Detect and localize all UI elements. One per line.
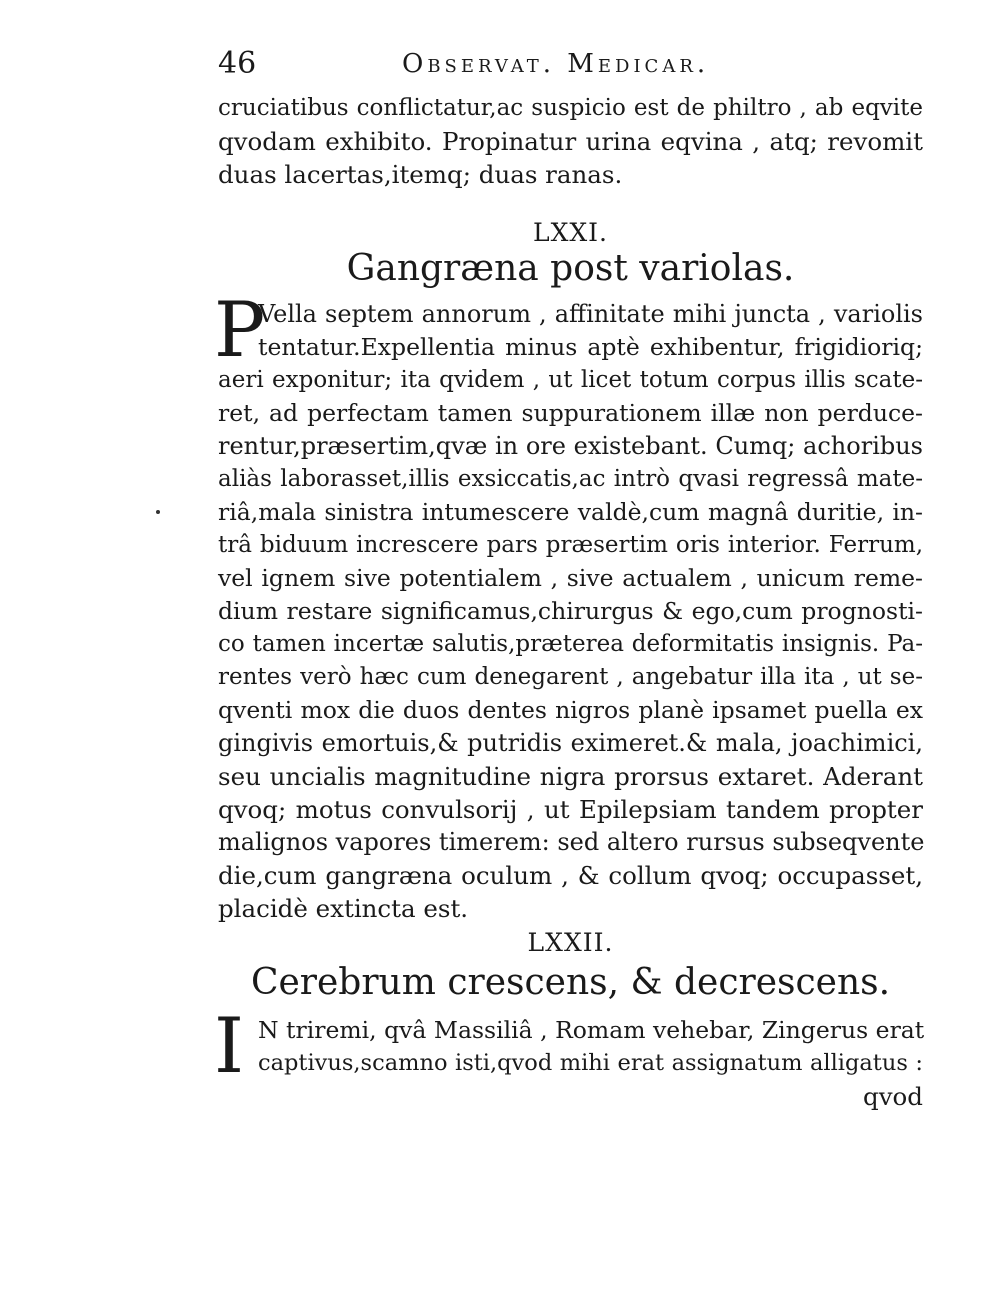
text-line: placidè extincta est. [218,894,469,923]
running-head [218,44,918,84]
text-line: tentatur.Expellentia minus aptè exhibentur, frigidioriq; [258,333,923,361]
text-line: riâ,mala sinistra intumescere valdè,cum magnâ duritie, in- [218,498,923,526]
running-title: Observat. Medicar. [402,49,710,79]
observation-paragraph [214,1001,925,1113]
observation-number: LXXI. [532,218,609,247]
observation-title: Cerebrum crescens, & decrescens. [250,962,891,1003]
text-line: Vella septem annorum , affinitate mihi juncta , variolis [258,300,923,328]
text-line: duas lacertas,itemq; duas ranas. [218,160,623,189]
text-line: die,cum gangræna oculum , & collum qvoq; occupasset, [218,861,923,890]
text-line: vel ignem sive potentialem , sive actualem , unicum reme- [218,564,923,592]
text-line: ret, ad perfectam tamen suppurationem illæ non perduce- [218,399,923,427]
text-line: cruciatibus conflictatur,ac suspicio est de philtro , ab eqvite [218,95,923,121]
text-line: seu uncialis magnitudine nigra prorsus extaret. Aderant [218,762,923,791]
text-line: dium restare significamus,chirurgus & ego,cum prognosti- [218,597,923,625]
catchword: qvod [863,1082,923,1111]
text-line: aliàs laborasset,illis exsiccatis,ac intrò qvasi regressâ mate- [218,466,923,492]
drop-cap: I [214,1001,245,1090]
text-line: qvoq; motus convulsorij , ut Epilepsiam tandem propter [218,795,923,824]
text-line: N triremi, qvâ Massiliâ , Romam vehebar, Zingerus erat [258,1016,925,1044]
text-line: co tamen incertæ salutis,præterea deformitatis insignis. Pa- [218,631,923,657]
text-line: rentes verò hæc cum denegarent , angebatur illa ita , ut se- [218,664,923,690]
text-line: qventi mox die duos dentes nigros planè ipsamet puella ex [218,696,923,724]
text-line: rentur,præsertim,qvæ in ore existebant. Cumq; achoribus [218,432,923,460]
text-line: trâ biduum increscere pars præsertim oris interior. Ferrum, [218,532,923,558]
observation-number: LXXII. [527,928,614,957]
page-number: 46 [218,46,257,81]
text-line: captivus,scamno isti,qvod mihi erat assignatum alligatus : [258,1050,923,1076]
margin-mark [156,510,160,514]
drop-cap: P [214,285,266,374]
intro-paragraph [218,92,923,191]
observation-title: Gangræna post variolas. [346,248,795,289]
text-line: malignos vapores timerem: sed altero rursus subseqvente [218,828,925,856]
text-line: gingivis emortuis,& putridis eximeret.& mala, joachimici, [218,729,923,757]
text-line: qvodam exhibito. Propinatur urina eqvina , atq; revomit [218,127,923,156]
text-line: aeri exponitur; ita qvidem , ut licet totum corpus illis scate- [218,367,923,393]
observation-paragraph [214,285,925,925]
